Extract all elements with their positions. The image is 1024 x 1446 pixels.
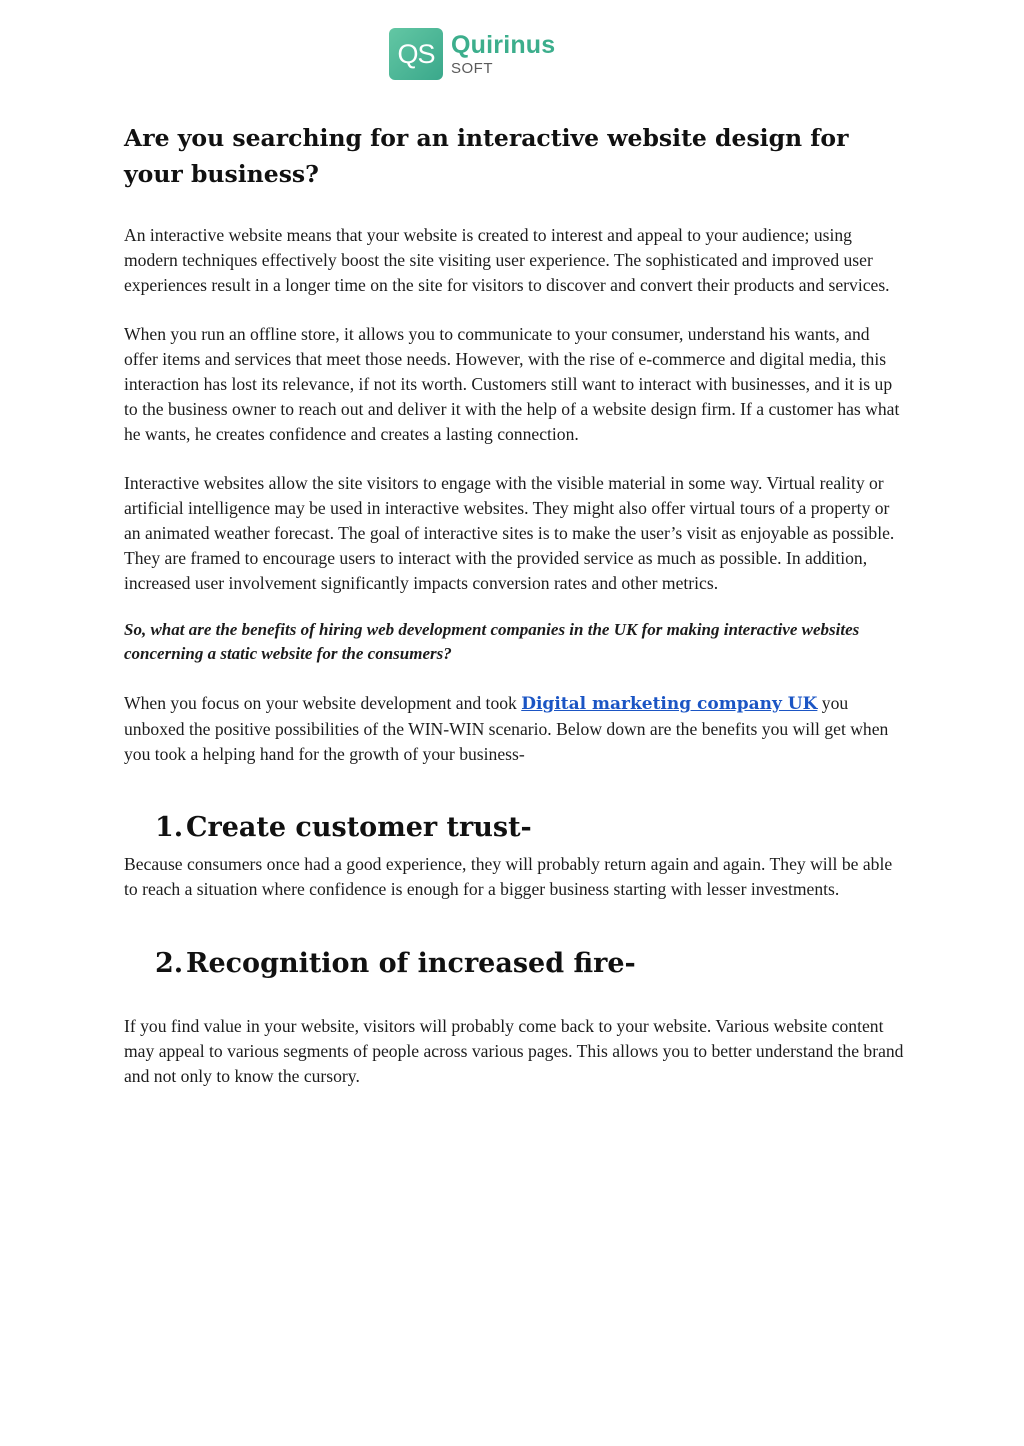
section-number: 1. (155, 811, 184, 843)
logo-name: Quirinus (451, 30, 556, 59)
section-body-recognition: If you find value in your website, visitors will probably come back to your website. Various website content may appeal to various segments of people across various pages. This allows you to better understand the brand and not only to know the cursory. (124, 1016, 904, 1086)
page-title: Are you searching for an interactive website design for your business? (124, 124, 849, 188)
digital-marketing-paragraph (124, 691, 904, 766)
section-heading-customer-trust (124, 810, 904, 846)
section-number: 2. (155, 948, 184, 980)
section-body-customer-trust: Because consumers once had a good experience, they will probably return again and again. They will be able to reach a situation where confidence is enough for a bigger business starting with lesser investments. (124, 853, 893, 899)
logo-text (451, 30, 556, 77)
digital-marketing-company-link[interactable]: Digital marketing company UK (521, 694, 818, 715)
interactive-websites-paragraph: Interactive websites allow the site visitors to engage with the visible material in some way. Virtual reality or artificial intelligence may be used in interactive websites. They might also offer virtual tours of a property or an animated weather forecast. The goal of interactive sites is to make the user’s visit as enjoyable as possible. They are framed to encourage users to interact with the provided service as much as possible. In addition, increased user involvement significantly impacts conversion rates and other metrics. (124, 473, 895, 593)
logo-badge: QS (389, 28, 443, 80)
offline-store-paragraph: When you run an offline store, it allows you to communicate to your consumer, understand his wants, and offer items and services that meet those needs. However, with the rise of e-commerce and digital media, this interaction has lost its relevance, if not its worth. Customers still want to interact with businesses, and it is up to the business owner to reach out and deliver it with the help of a website design firm. If a customer has what he wants, he creates confidence and creates a lasting connection. (124, 324, 900, 444)
benefits-question: So, what are the benefits of hiring web development companies in the UK for making interactive websites concerning a static website for the consumers? (124, 620, 860, 664)
section-title: Create customer trust- (186, 811, 532, 843)
paragraph-text-before-link: When you focus on your website development and took (124, 693, 522, 714)
document-content (124, 120, 904, 1089)
paragraph-text-after-link: you unboxed the positive possibilities of the WIN-WIN scenario. Below down are the benefits you will get when you took a helping hand for the growth of your business- (124, 693, 889, 764)
section-title: Recognition of increased fire- (186, 948, 636, 980)
company-logo (389, 28, 555, 80)
logo-sub: SOFT (451, 59, 493, 77)
section-heading-recognition (124, 946, 904, 982)
intro-paragraph: An interactive website means that your website is created to interest and appeal to your audience; using modern techniques effectively boost the site visiting user experience. The sophisticated and improved user experiences result in a longer time on the site for visitors to discover and convert their products and services. (124, 225, 890, 295)
